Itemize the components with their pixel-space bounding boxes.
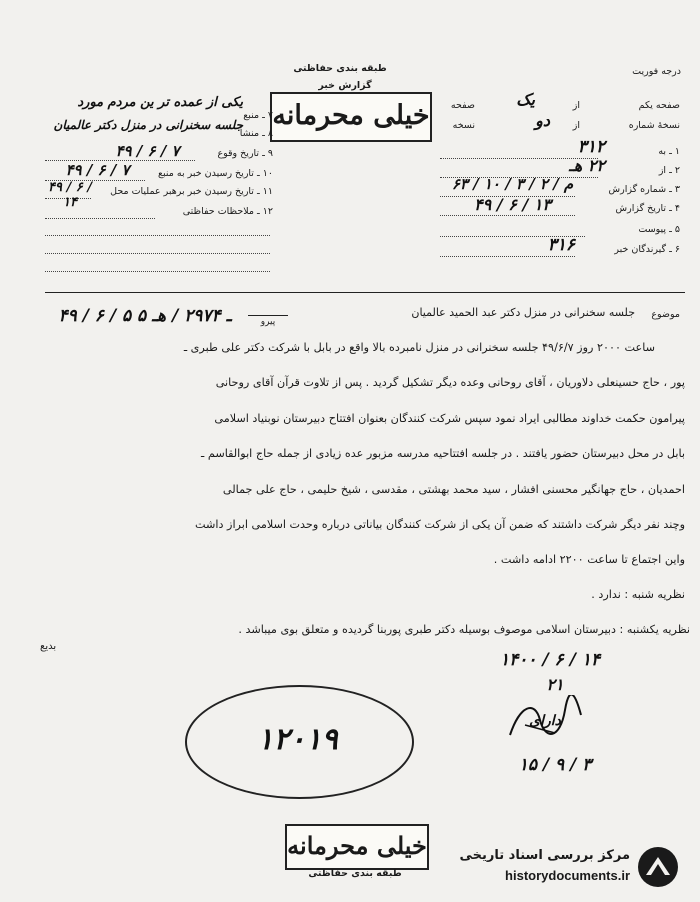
recipient-value: ۳۱۶ (547, 235, 575, 255)
page-label: صفحه یکم (638, 100, 680, 111)
body-line: پور ، حاج حسینعلی دلاوریان ، آقای روحانی وعده دیگر تشکیل گردید . پس از تلاوت قرآن آقای روحانی (215, 376, 685, 389)
page-value: یک (516, 90, 535, 109)
classification-bottom: طبقه بندی حفاظتی (308, 868, 402, 879)
copy-label: نسخهٔ شماره (628, 120, 680, 131)
opinion-tail: بدیع (40, 641, 57, 652)
origin-value: جلسه سخنرانی در منزل دکتر عالمیان (53, 118, 243, 132)
follow-label: پیرو (248, 315, 288, 327)
signature-name: دارای (529, 713, 561, 729)
origin-label: ۸ ـ منشأ (239, 128, 273, 139)
to-value: ۳۱۲ (577, 137, 605, 157)
archive-logo-icon (634, 845, 682, 889)
watermark-title: مرکز بررسی اسناد تاریخی (459, 848, 630, 863)
from-value: ۲۲ هـ (569, 156, 605, 175)
body-line: واین اجتماع تا ساعت ۲۲۰۰ ادامه داشت . (493, 553, 685, 566)
body-line: پیرامون حکمت خداوند مطالبی ایراد نمود سپس شرکت کنندگان بعنوان افتتاح دبیرستان نوبنیاد اسلامی (214, 412, 685, 425)
number-label: ۳ ـ شماره گزارش (608, 184, 680, 195)
received-source-label: ۱۰ ـ تاریخ رسیدن خبر به منبع (158, 168, 273, 179)
received-source-value: ۴۹ / ۶ / ۷ (65, 161, 130, 179)
copy-value: دو (535, 111, 550, 130)
source-value: یکی از عمده تر ین مردم مورد (77, 95, 243, 110)
reference-number: ۴۹ / ۶ / ۵ ـ ۲۹۷۴ / هـ ۵ (58, 306, 232, 326)
security-notes-label: ۱۲ ـ ملاحظات حفاظتی (182, 206, 273, 217)
watermark-url: historydocuments.ir (505, 868, 630, 883)
body-line: وچند نفر دیگر شرکت داشتند که ضمن آن یکی از شرکت کنندگان بیاناتی درباره وحدت اسلامی ابراز داشت (195, 518, 685, 531)
attach-label: ۵ ـ پیوست (638, 224, 680, 235)
bottom-note: ۱۵ / ۹ / ۳ (518, 755, 592, 775)
handwritten-date: ۱۴۰۰ / ۶ / ۱۴ (499, 650, 600, 670)
date-value: ۴۹ / ۶ / ۱۳ (474, 195, 551, 214)
body-line: ساعت ۲۰۰۰ روز ۴۹/۶/۷ جلسه سخنرانی در منزل نامبرده بالا واقع در بابل با شرکت دکتر علی طبری ـ (183, 341, 655, 354)
subject-label: موضوع (651, 309, 680, 320)
to-label: ۱ ـ به (658, 146, 680, 157)
from-label: ۲ ـ از (658, 165, 680, 176)
received-ops-value: ۴۹ / ۶ / ۱۴ (47, 180, 93, 210)
recipient-label: ۶ ـ گیرندگان خبر (614, 244, 680, 255)
body-line: بابل در محل دبیرستان حضور یافتند . در جلسه افتتاحیه مدرسه مزبور عده زیادی از جمله حاج ابوالقاسم ـ (201, 447, 685, 460)
oval-number: ۱۲۰۱۹ (257, 722, 338, 757)
copy-from: از (572, 120, 580, 131)
page-from: از (572, 100, 580, 111)
urgency-label: درجه فوریت (632, 66, 681, 77)
confidential-stamp-bottom: خیلی محرمانه (285, 824, 429, 870)
copy-suffix: نسخه (452, 120, 475, 131)
event-date-value: ۴۹ / ۶ / ۷ (115, 142, 180, 160)
confidential-stamp: خیلی محرمانه (270, 92, 432, 142)
page-suffix: صفحه (450, 100, 475, 111)
classification-top: طبقه بندی حفاظتی (293, 63, 387, 74)
event-date-label: ۹ ـ تاریخ وقوع (217, 148, 273, 159)
source-label: ۷ ـ منبع (243, 110, 273, 121)
handwritten-mark: ۲۱ (546, 675, 564, 694)
divider (45, 292, 685, 293)
subject-text: جلسه سخنرانی در منزل دکتر عبد الحمید عالمیان (411, 306, 635, 319)
received-ops-label: ۱۱ ـ تاریخ رسیدن خبر برهبر عملیات محل (110, 186, 273, 197)
opinion-sunday: نظریه یکشنبه : دبیرستان اسلامی موصوف بوسیله دکتر طبری پوربنا گردیده و متعلق بوی میباشد . (238, 623, 690, 636)
opinion-saturday: نظریه شنبه : ندارد . (591, 588, 685, 601)
number-value: ۶۳ / ۱۰ / ۳ / ۲ / م (451, 175, 574, 193)
body-line: احمدیان ، حاج جهانگیر محسنی افشار ، سید محمد بهشتی ، مقدسی ، شیخ حلیمی ، حاج علی جمالی (222, 483, 685, 496)
report-title: گزارش خبر (318, 80, 372, 91)
date-label: ۴ ـ تاریخ گزارش (615, 203, 680, 214)
